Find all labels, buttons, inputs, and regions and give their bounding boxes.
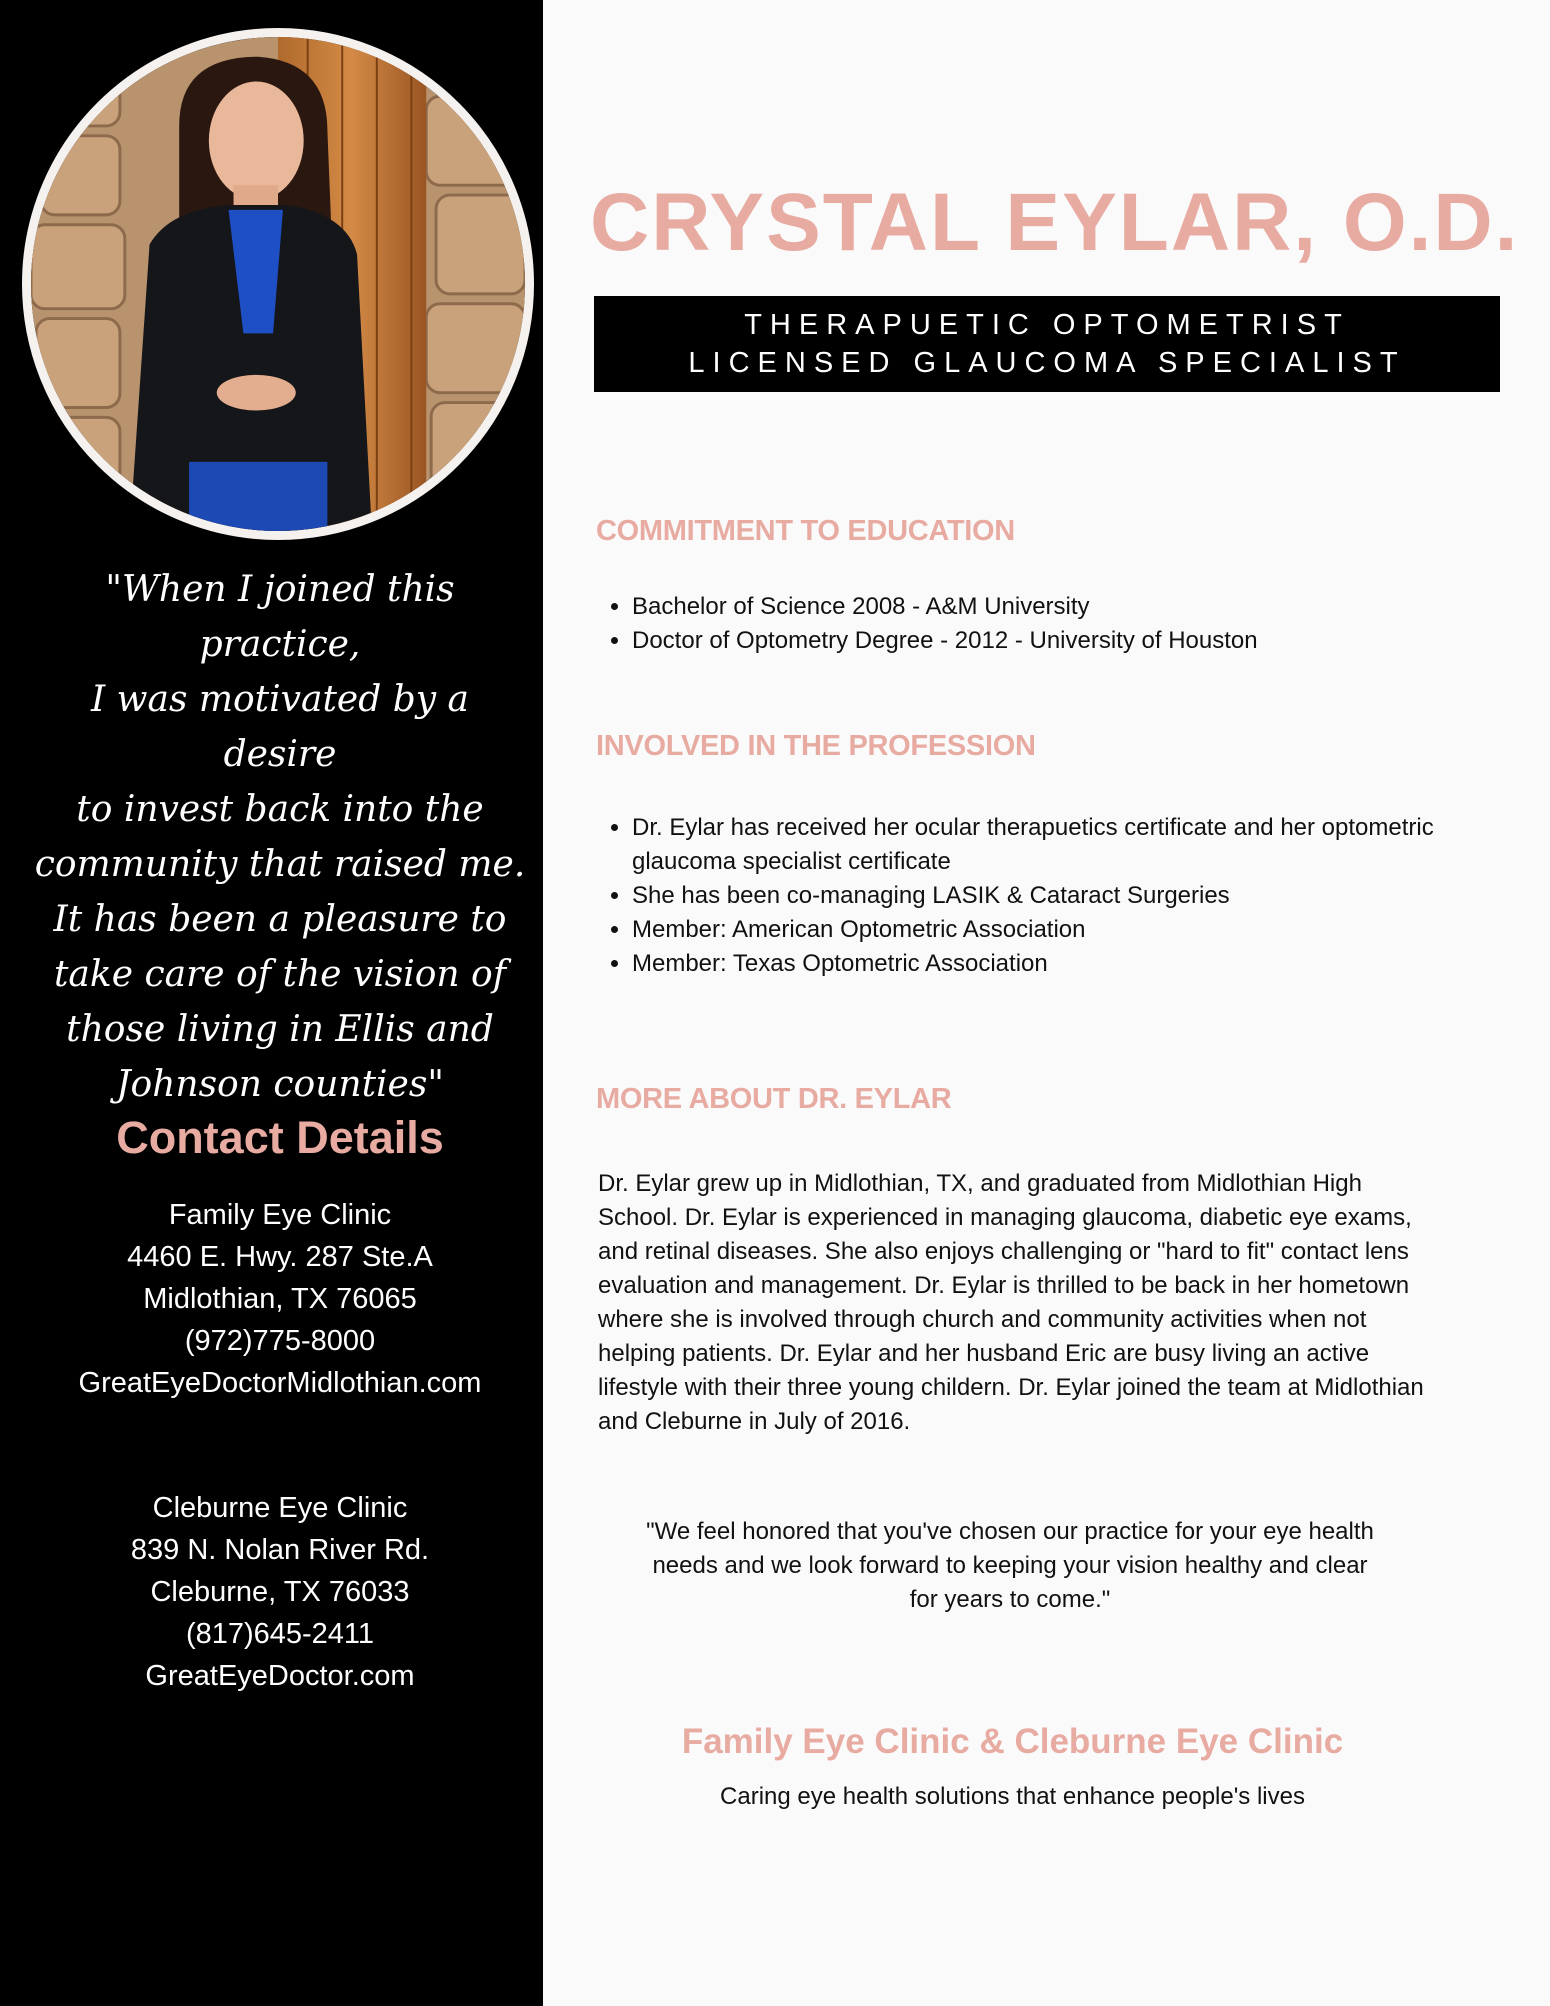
clinic-name: Family Eye Clinic	[168, 1199, 392, 1231]
list-item: • Dr. Eylar has received her ocular therapuetics certificate and her optometric glaucoma specialist certificate	[632, 811, 1472, 879]
quote-line: community that raised me.	[34, 844, 526, 885]
list-item: • Member: Texas Optometric Association	[632, 947, 1472, 981]
education-heading: COMMITMENT TO EDUCATION	[596, 515, 1015, 547]
quote-line: I was motivated by a desire	[91, 679, 469, 775]
footer-clinics-title: Family Eye Clinic & Cleburne Eye Clinic	[681, 1722, 1344, 1761]
doctor-name: CRYSTAL EYLAR, O.D.	[590, 177, 1520, 268]
list-item: • Member: American Optometric Association	[632, 913, 1472, 947]
quote-line: take care of the vision of	[53, 954, 507, 995]
list-item: • Doctor of Optometry Degree - 2012 - University of Houston	[632, 624, 1512, 658]
title-line: LICENSED GLAUCOMA SPECIALIST	[688, 347, 1406, 379]
clinic-website-link[interactable]: GreatEyeDoctor.com	[145, 1660, 415, 1692]
clinic-city: Cleburne, TX 76033	[150, 1576, 410, 1608]
quote-line: "When I joined this practice,	[105, 569, 455, 665]
profession-heading: INVOLVED IN THE PROFESSION	[596, 730, 1036, 762]
doctor-portrait-photo	[22, 28, 534, 540]
footer-tagline: Caring eye health solutions that enhance people's lives	[720, 1783, 1305, 1810]
clinic-phone[interactable]: (972)775-8000	[184, 1325, 376, 1357]
title-line: THERAPUETIC OPTOMETRIST	[744, 309, 1350, 341]
closing-quote: "We feel honored that you've chosen our practice for your eye health needs and we look forward to keeping your vision healthy and clear for years to come."	[646, 1518, 1374, 1613]
quote-line: It has been a pleasure to	[53, 899, 507, 940]
clinic-city: Midlothian, TX 76065	[143, 1283, 417, 1315]
sidebar	[0, 0, 543, 2006]
contact-details-heading: Contact Details	[116, 1112, 444, 1163]
clinic-name: Cleburne Eye Clinic	[152, 1492, 408, 1524]
cleburne-eye-clinic-contact	[0, 1487, 560, 1697]
clinic-address: 4460 E. Hwy. 287 Ste.A	[127, 1241, 433, 1273]
quote-line: those living in Ellis and	[66, 1009, 494, 1050]
list-item: • She has been co-managing LASIK & Cataract Surgeries	[632, 879, 1472, 913]
clinic-website-link[interactable]: GreatEyeDoctorMidlothian.com	[78, 1367, 482, 1399]
education-list	[596, 590, 1512, 658]
profession-list	[596, 811, 1472, 981]
about-heading: MORE ABOUT DR. EYLAR	[596, 1083, 952, 1115]
title-bar	[594, 296, 1500, 392]
quote-line: Johnson counties"	[116, 1064, 444, 1105]
quote-line: to invest back into the	[76, 789, 484, 830]
about-paragraph: Dr. Eylar grew up in Midlothian, TX, and graduated from Midlothian High School. Dr. Eylar is experienced in managing glaucoma, diabetic eye exams, and retinal diseases. She also enjoys challenging or "hard to fit" contact lens evaluation and management. Dr. Eylar is thrilled to be back in her hometown where she is involved through church and community activities when not helping patients. Dr. Eylar and her husband Eric are busy living an active lifestyle with their three young childern. Dr. Eylar joined the team at Midlothian and Cleburne in July of 2016.	[598, 1170, 1424, 1435]
family-eye-clinic-contact	[0, 1194, 560, 1404]
sidebar-quote	[30, 562, 530, 1112]
clinic-phone[interactable]: (817)645-2411	[185, 1618, 375, 1650]
list-item: • Bachelor of Science 2008 - A&M University	[632, 590, 1512, 624]
clinic-address: 839 N. Nolan River Rd.	[130, 1534, 430, 1566]
